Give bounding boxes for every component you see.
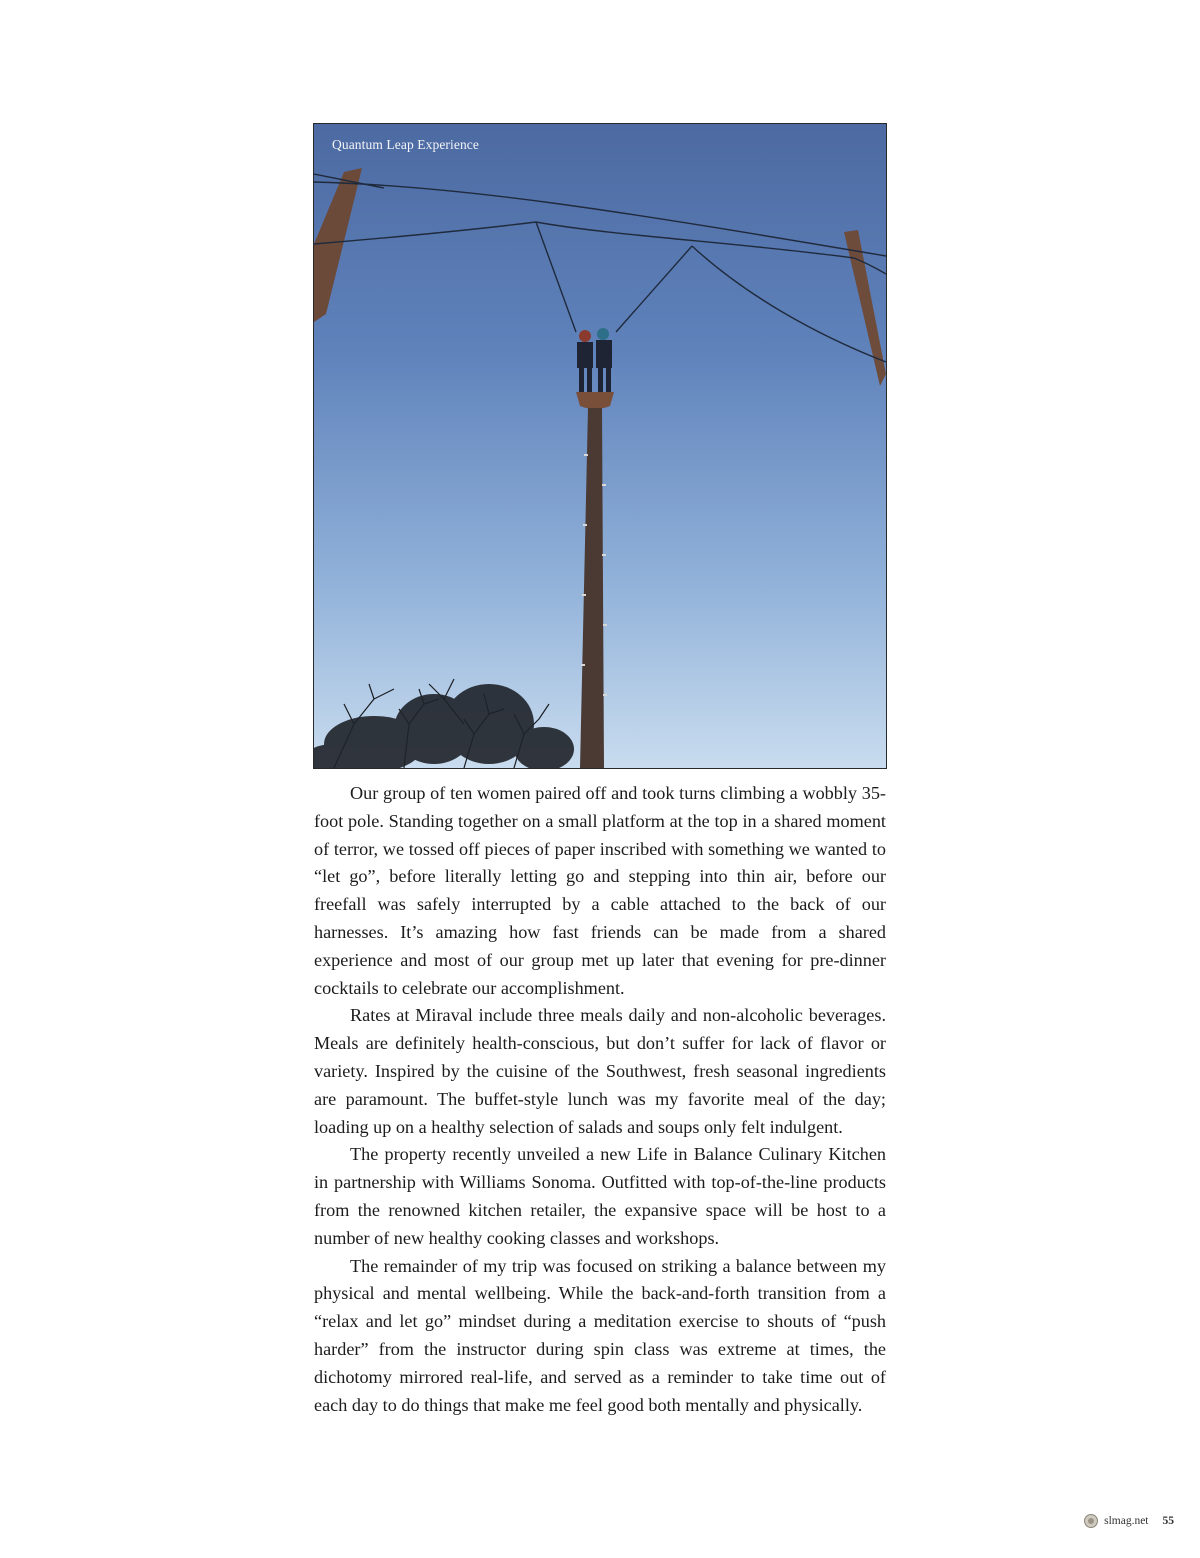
photo-caption: Quantum Leap Experience [332,137,479,152]
pole-climb-photo [314,124,886,768]
page-number: 55 [1162,1515,1174,1527]
magazine-logo-icon [1084,1514,1098,1528]
article-body [314,780,886,1419]
page-footer [1084,1514,1174,1528]
paragraph: The remainder of my trip was focused on striking a balance between my physical and mental wellbeing. While the back-and-forth transition from a “relax and let go” mindset during a meditation exercise to shouts of “push harder” from the instructor during spin class was extreme at times, the dichotomy mirrored real-life, and served as a reminder to take time out of each day to do things that make me feel good both mentally and physically. [314,1255,886,1415]
paragraph: The property recently unveiled a new Life in Balance Culinary Kitchen in partnership with Williams Sonoma. Outfitted with top-of-the-line products from the renowned kitchen retailer, the expansive space will be host to a number of new healthy cooking classes and workshops. [314,1144,886,1248]
article-photo [313,123,887,769]
site-name: slmag.net [1104,1515,1149,1527]
paragraph: Our group of ten women paired off and took turns climbing a wobbly 35-foot pole. Standing together on a small platform at the top in a shared moment of terror, we tossed off pieces of paper inscribed with something we wanted to “let go”, before literally letting go and stepping into thin air, before our freefall was safely interrupted by a cable attached to the back of our harnesses. It’s amazing how fast friends can be made from a shared experience and most of our group met up later that evening for pre-dinner cocktails to celebrate our accomplishment. [314,783,886,998]
paragraph: Rates at Miraval include three meals daily and non-alcoholic beverages. Meals are definitely health-conscious, but don’t suffer for lack of flavor or variety. Inspired by the cuisine of the Southwest, fresh seasonal ingredients are paramount. The buffet-style lunch was my favorite meal of the day; loading up on a healthy selection of salads and soups only felt indulgent. [314,1005,886,1137]
